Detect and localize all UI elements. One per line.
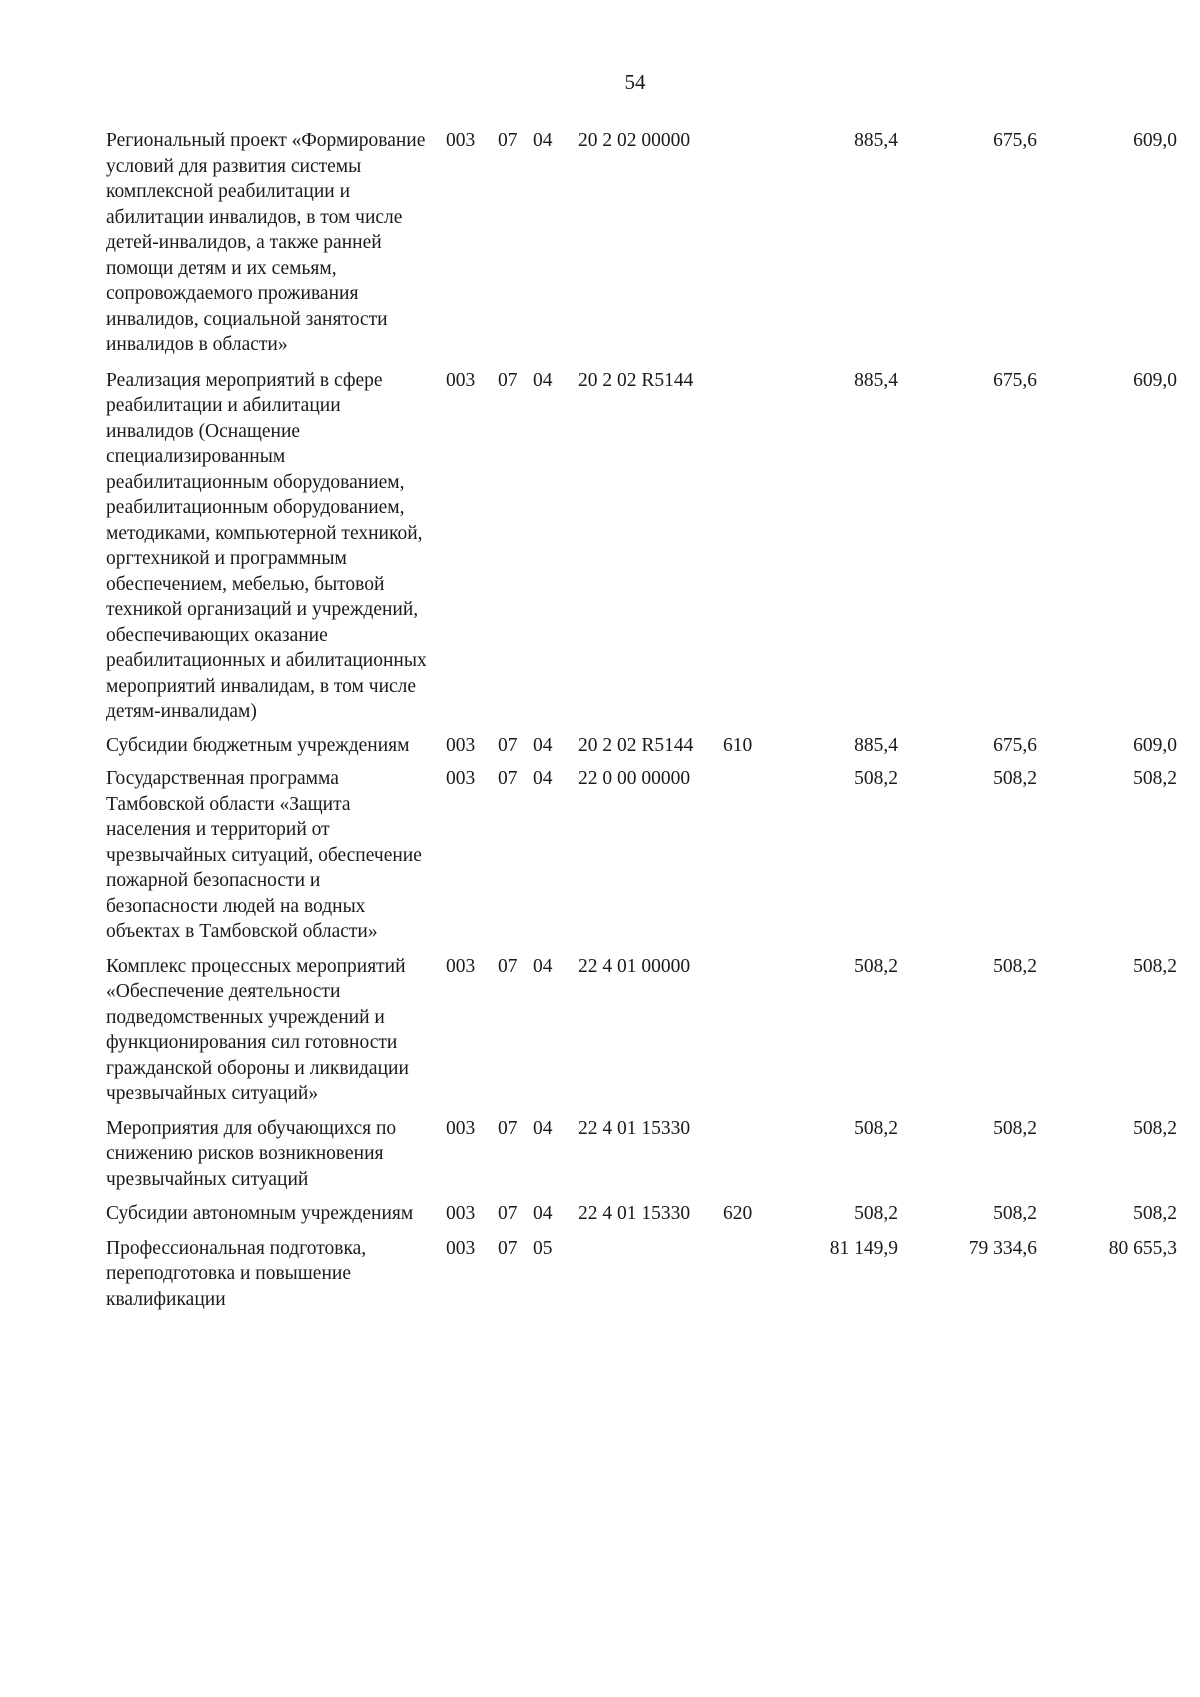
amount-year-2: 508,2 — [993, 1117, 1037, 1139]
target-article-code: 22 0 00 00000 — [578, 768, 691, 789]
amount-year-2: 675,6 — [993, 734, 1037, 756]
target-article-code: 22 4 01 15330 — [578, 1203, 691, 1224]
row-name: Государственная программа Тамбовской области «Защита населения и территорий от чрезвычайных ситуаций, обеспечение пожарной безопасности и безопасности людей на водных объектах в Тамбовской области» — [106, 768, 422, 942]
ministry-code: 003 — [446, 369, 476, 391]
ministry-code: 003 — [446, 1117, 476, 1139]
ministry-code: 003 — [446, 1203, 476, 1224]
amount-year-1: 885,4 — [854, 734, 898, 756]
amount-year-3: 508,2 — [1133, 1203, 1177, 1224]
section-code: 07 — [498, 768, 518, 789]
table-row — [0, 368, 1200, 725]
amount-year-1: 885,4 — [854, 130, 898, 151]
row-name: Мероприятия для обучающихся по снижению рисков возникновения чрезвычайных ситуаций — [106, 1117, 397, 1190]
section-code: 07 — [498, 1237, 518, 1259]
expense-type-code: 610 — [723, 734, 753, 756]
table-row — [0, 733, 1200, 759]
row-name: Субсидии автономным учреждениям — [106, 1203, 414, 1224]
expense-type-code: 620 — [723, 1203, 753, 1224]
section-code: 07 — [498, 1117, 518, 1139]
subsection-code: 04 — [533, 1117, 553, 1139]
amount-year-2: 508,2 — [993, 768, 1037, 789]
subsection-code: 04 — [533, 369, 553, 391]
table-row — [0, 128, 1200, 358]
amount-year-3: 508,2 — [1133, 768, 1177, 789]
table-row — [0, 766, 1200, 945]
amount-year-2: 79 334,6 — [968, 1237, 1037, 1259]
row-name: Профессиональная подготовка, переподготовка и повышение квалификации — [106, 1237, 367, 1310]
page-number: 54 — [624, 70, 646, 94]
target-article-code: 20 2 02 R5144 — [578, 369, 694, 391]
budget-table — [0, 128, 1200, 1312]
amount-year-3: 508,2 — [1133, 955, 1177, 977]
amount-year-3: 609,0 — [1133, 734, 1177, 756]
amount-year-2: 675,6 — [993, 130, 1037, 151]
section-code: 07 — [498, 130, 518, 151]
row-name: Комплекс процессных мероприятий «Обеспечение деятельности подведомственных учреждений и функционирования сил готовности гражданской обороны и ликвидации чрезвычайных ситуаций» — [106, 955, 409, 1104]
ministry-code: 003 — [446, 130, 476, 151]
subsection-code: 04 — [533, 734, 553, 756]
amount-year-3: 508,2 — [1133, 1117, 1177, 1139]
amount-year-3: 80 655,3 — [1108, 1237, 1177, 1259]
amount-year-1: 81 149,9 — [829, 1237, 898, 1259]
row-name: Реализация мероприятий в сфере реабилитации и абилитации инвалидов (Оснащение специализированным реабилитационным оборудованием, реабилитационным оборудованием, методиками, компьютерной техникой, оргтехникой и программным обеспечением, мебелью, бытовой техникой организаций и учреждений, обеспечивающих оказание реабилитационных и абилитационных мероприятий инвалидам, в том числе детям-инвалидам) — [106, 369, 427, 722]
target-article-code: 20 2 02 00000 — [578, 130, 691, 151]
table-row — [0, 1201, 1200, 1227]
row-name: Субсидии бюджетным учреждениям — [106, 734, 410, 756]
subsection-code: 04 — [533, 768, 553, 789]
table-row — [0, 954, 1200, 1107]
ministry-code: 003 — [446, 1237, 476, 1259]
subsection-code: 05 — [533, 1237, 553, 1259]
table-row — [0, 1236, 1200, 1313]
subsection-code: 04 — [533, 130, 553, 151]
row-name: Региональный проект «Формирование условий для развития системы комплексной реабилитации и абилитации инвалидов, в том числе детей-инвалидов, а также ранней помощи детям и их семьям, сопровождаемого проживания инвалидов, социальной занятости инвалидов в области» — [106, 130, 426, 355]
section-code: 07 — [498, 734, 518, 756]
amount-year-1: 508,2 — [854, 955, 898, 977]
amount-year-1: 885,4 — [854, 369, 898, 391]
amount-year-1: 508,2 — [854, 768, 898, 789]
target-article-code: 22 4 01 15330 — [578, 1117, 691, 1139]
amount-year-3: 609,0 — [1133, 369, 1177, 391]
ministry-code: 003 — [446, 768, 476, 789]
ministry-code: 003 — [446, 955, 476, 977]
amount-year-2: 675,6 — [993, 369, 1037, 391]
subsection-code: 04 — [533, 955, 553, 977]
subsection-code: 04 — [533, 1203, 553, 1224]
amount-year-2: 508,2 — [993, 1203, 1037, 1224]
amount-year-1: 508,2 — [854, 1203, 898, 1224]
amount-year-2: 508,2 — [993, 955, 1037, 977]
ministry-code: 003 — [446, 734, 476, 756]
section-code: 07 — [498, 1203, 518, 1224]
section-code: 07 — [498, 369, 518, 391]
section-code: 07 — [498, 955, 518, 977]
amount-year-1: 508,2 — [854, 1117, 898, 1139]
table-row — [0, 1116, 1200, 1193]
amount-year-3: 609,0 — [1133, 130, 1177, 151]
target-article-code: 22 4 01 00000 — [578, 955, 691, 977]
target-article-code: 20 2 02 R5144 — [578, 734, 694, 756]
